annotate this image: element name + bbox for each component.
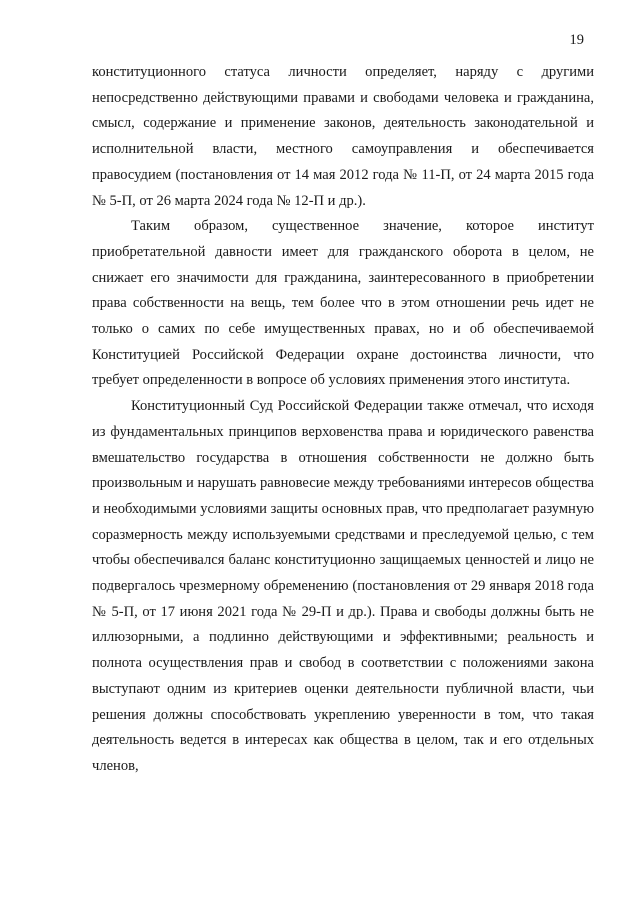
paragraph-constitutional-court: Конституционный Суд Российской Федерации также отмечал, что исходя из фундаментальных принципов верховенства права и юридического равенства вмешательство государства в отношения собственности не должно быть произвольным и нарушать равновесие между требованиями интересов общества и необходимыми условиями защиты основных прав, что предполагает разумную соразмерность между используемыми средствами и преследуемой целью, с тем чтобы обеспечивался баланс конституционно защищаемых ценностей и лицо не подвергалось чрезмерному обременению (постановления от 29 января 2018 года № 5-П, от 17 июня 2021 года № 29-П и др.). Права и свободы должны быть не иллюзорными, а подлинно действующими и эффективными; реальность и полнота осуществления прав и свобод в соответствии с положениями закона выступают одним из критериев оценки деятельности публичной власти, чьи решения должны способствовать укреплению уверенности в том, что такая деятельность ведется в интересах как общества в целом, так и его отдельных членов, [92,398,594,774]
page-number: 19 [569,32,584,48]
paragraph-acquisitive-prescription: Таким образом, существенное значение, которое институт приобретательной давности имеет для гражданского оборота в целом, не снижает его значимости для гражданина, заинтересованного в приобретении права собственности на вещь, тем более что в этом отношении речь идет не только о самих по себе имущественных правах, но и об обеспечиваемой Конституцией Российской Федерации охране достоинства личности, что требует определенности в вопросе об условиях применения этого института. [92,218,594,389]
document-body [92,60,594,780]
paragraph-continuation: конституционного статуса личности определяет, наряду с другими непосредственно действующими правами и свободами человека и гражданина, смысл, содержание и применение законов, деятельность законодательной и исполнительной власти, местного самоуправления и обеспечивается правосудием (постановления от 14 мая 2012 года № 11-П, от 24 марта 2015 года № 5-П, от 26 марта 2024 года № 12-П и др.). [92,64,594,209]
